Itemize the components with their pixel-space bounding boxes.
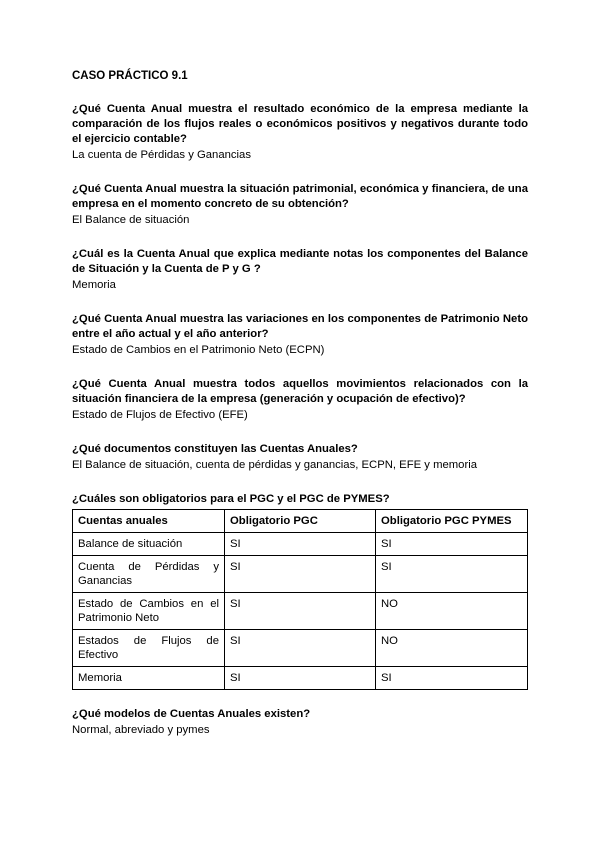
question-4: ¿Qué Cuenta Anual muestra las variaciones en los componentes de Patrimonio Neto entre el año actual y el año anterior? bbox=[72, 313, 528, 340]
table-cell: SI bbox=[225, 630, 376, 667]
table-row bbox=[73, 667, 528, 690]
question-1: ¿Qué Cuenta Anual muestra el resultado económico de la empresa mediante la comparación de los flujos reales o económicos positivos y negativos durante todo el ejercicio contable? bbox=[72, 103, 528, 145]
answer-3: Memoria bbox=[72, 279, 116, 291]
table-header-cell: Cuentas anuales bbox=[73, 510, 225, 533]
question-5: ¿Qué Cuenta Anual muestra todos aquellos movimientos relacionados con la situación financiera de la empresa (generación y ocupación de efectivo)? bbox=[72, 378, 528, 405]
table-cell: Estados de Flujos de Efectivo bbox=[73, 630, 225, 667]
table-cell: SI bbox=[376, 533, 528, 556]
qa-block-5 bbox=[72, 377, 528, 423]
table-row bbox=[73, 533, 528, 556]
answer-5: Estado de Flujos de Efectivo (EFE) bbox=[72, 409, 248, 421]
table-row bbox=[73, 593, 528, 630]
table-cell: SI bbox=[225, 667, 376, 690]
qa-block-4 bbox=[72, 312, 528, 358]
answer-4: Estado de Cambios en el Patrimonio Neto (ECPN) bbox=[72, 344, 325, 356]
qa-block-final bbox=[72, 707, 528, 738]
table-cell: SI bbox=[225, 593, 376, 630]
table-cell: NO bbox=[376, 630, 528, 667]
question-6: ¿Qué documentos constituyen las Cuentas Anuales? bbox=[72, 443, 358, 455]
table-header-cell: Obligatorio PGC PYMES bbox=[376, 510, 528, 533]
table-cell: SI bbox=[225, 533, 376, 556]
answer-final: Normal, abreviado y pymes bbox=[72, 724, 210, 736]
answer-1: La cuenta de Pérdidas y Ganancias bbox=[72, 149, 251, 161]
table-row bbox=[73, 630, 528, 667]
table-cell: SI bbox=[376, 667, 528, 690]
question-final: ¿Qué modelos de Cuentas Anuales existen? bbox=[72, 708, 311, 720]
table-cell: Memoria bbox=[73, 667, 225, 690]
qa-block-2 bbox=[72, 182, 528, 228]
table-cell: Estado de Cambios en el Patrimonio Neto bbox=[73, 593, 225, 630]
qa-block-3 bbox=[72, 247, 528, 293]
qa-block-1 bbox=[72, 102, 528, 163]
question-3: ¿Cuál es la Cuenta Anual que explica mediante notas los componentes del Balance de Situación y la Cuenta de P y G ? bbox=[72, 248, 528, 275]
document-page bbox=[72, 70, 528, 757]
document-title: CASO PRÁCTICO 9.1 bbox=[72, 70, 188, 82]
table-cell: Cuenta de Pérdidas y Ganancias bbox=[73, 556, 225, 593]
table-cell: SI bbox=[225, 556, 376, 593]
table-header-row bbox=[73, 510, 528, 533]
answer-2: El Balance de situación bbox=[72, 214, 190, 226]
table-cell: Balance de situación bbox=[73, 533, 225, 556]
table-row bbox=[73, 556, 528, 593]
table-question: ¿Cuáles son obligatorios para el PGC y el PGC de PYMES? bbox=[72, 493, 390, 505]
table-header-cell: Obligatorio PGC bbox=[225, 510, 376, 533]
table-cell: SI bbox=[376, 556, 528, 593]
question-2: ¿Qué Cuenta Anual muestra la situación patrimonial, económica y financiera, de una empresa en el momento concreto de su obtención? bbox=[72, 183, 528, 210]
answer-6: El Balance de situación, cuenta de pérdidas y ganancias, ECPN, EFE y memoria bbox=[72, 459, 478, 471]
qa-block-6 bbox=[72, 442, 528, 473]
obligations-table bbox=[72, 509, 528, 690]
table-cell: NO bbox=[376, 593, 528, 630]
